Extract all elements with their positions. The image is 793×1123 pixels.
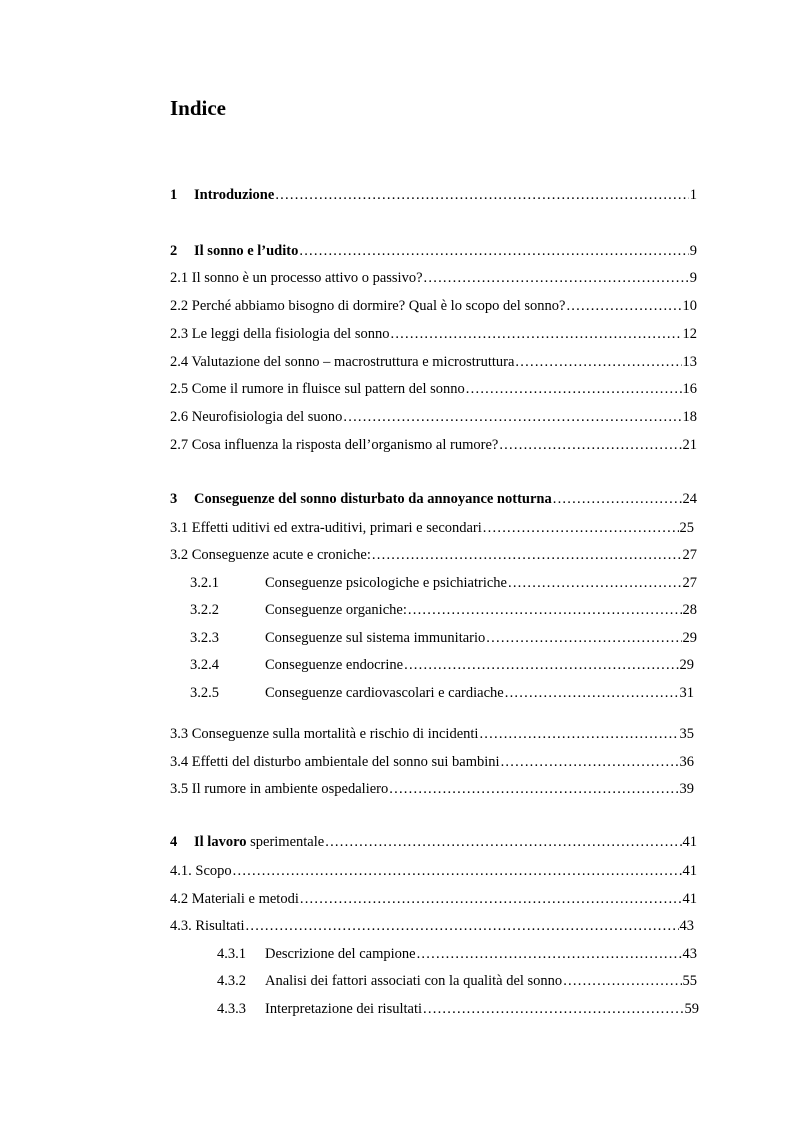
toc-entry-number: 4 — [170, 834, 178, 850]
toc-entry-label — [217, 972, 562, 990]
toc-entry[interactable] — [170, 725, 694, 743]
toc-entry-page-number: 55 — [682, 973, 697, 989]
dot-leader — [408, 601, 682, 619]
toc-entry-number: 2 — [170, 243, 178, 259]
toc-entry[interactable] — [190, 656, 694, 674]
toc-entry-label — [170, 408, 342, 426]
toc-entry-number: 3.2.4 — [190, 657, 219, 673]
toc-entry[interactable] — [170, 546, 697, 564]
dot-leader — [483, 519, 679, 537]
dot-leader — [479, 725, 678, 743]
toc-entry[interactable] — [170, 862, 697, 880]
toc-entry-page-number: 43 — [679, 918, 694, 934]
toc-entry-title: sperimentale — [246, 834, 325, 850]
toc-entry-title: 3.1 Effetti uditivi ed extra-uditivi, primari e secondari — [170, 520, 482, 536]
dot-leader — [404, 656, 678, 674]
toc-entry[interactable] — [170, 833, 697, 851]
toc-entry[interactable] — [170, 780, 694, 798]
toc-entry-label — [170, 917, 245, 935]
toc-entry[interactable] — [170, 297, 697, 315]
toc-entry-title-bold: Il lavoro — [194, 834, 247, 850]
toc-entry-title: Analisi dei fattori associati con la qualità del sonno — [265, 973, 563, 989]
toc-entry-title: 3.2 Conseguenze acute e croniche: — [170, 547, 371, 563]
toc-entry-page-number: 21 — [682, 437, 697, 453]
toc-entry-page-number: 18 — [682, 409, 697, 425]
toc-entry[interactable] — [170, 436, 697, 454]
toc-entry-label — [217, 945, 416, 963]
dot-leader — [466, 380, 682, 398]
toc-entry-label — [170, 862, 232, 880]
toc-entry[interactable] — [170, 269, 697, 287]
toc-entry-label — [170, 269, 423, 287]
dot-leader — [390, 325, 681, 343]
toc-entry-page-number: 1 — [689, 187, 697, 203]
toc-entry-number: 3.2.2 — [190, 602, 219, 618]
toc-entry-page-number: 27 — [682, 575, 697, 591]
toc-entry-title: 2.7 Cosa influenza la risposta dell’organismo al rumore? — [170, 437, 499, 453]
toc-entry-label — [170, 519, 482, 537]
toc-entry-page-number: 41 — [682, 834, 697, 850]
dot-leader — [343, 408, 681, 426]
dot-leader — [566, 297, 681, 315]
toc-entry-label — [170, 546, 371, 564]
toc-entry[interactable] — [170, 753, 694, 771]
toc-entry-page-number: 29 — [679, 657, 694, 673]
toc-entry[interactable] — [190, 601, 697, 619]
toc-entry-label — [190, 684, 504, 702]
toc-entry-number: 3.2.1 — [190, 575, 219, 591]
dot-leader — [501, 753, 679, 771]
dot-leader — [233, 862, 682, 880]
toc-entry-number: 4.3.3 — [217, 1001, 246, 1017]
toc-entry[interactable] — [190, 574, 697, 592]
toc-entry-title: 4.2 Materiali e metodi — [170, 891, 299, 907]
toc-entry-page-number: 36 — [679, 754, 694, 770]
dot-leader — [299, 242, 688, 260]
toc-entry-number: 4.3.1 — [217, 946, 246, 962]
dot-leader — [486, 629, 681, 647]
toc-entry-page-number: 41 — [682, 891, 697, 907]
toc-entry[interactable] — [170, 380, 697, 398]
dot-leader — [505, 684, 679, 702]
toc-entry-label — [170, 780, 388, 798]
toc-entry-title: Conseguenze psicologiche e psichiatriche — [265, 575, 507, 591]
dot-leader — [553, 490, 682, 508]
toc-entry[interactable] — [170, 490, 697, 508]
toc-entry[interactable] — [170, 325, 697, 343]
dot-leader — [275, 186, 688, 204]
toc-entry-page-number: 16 — [682, 381, 697, 397]
toc-entry-label — [170, 490, 552, 508]
toc-entry[interactable] — [170, 242, 697, 260]
toc-entry-page-number: 31 — [679, 685, 694, 701]
toc-entry-label — [170, 242, 298, 260]
toc-entry-page-number: 13 — [682, 354, 697, 370]
toc-entry-page-number: 39 — [679, 781, 694, 797]
toc-entry-label — [170, 325, 389, 343]
toc-entry-label — [170, 725, 478, 743]
toc-entry-page-number: 25 — [679, 520, 694, 536]
dot-leader — [372, 546, 682, 564]
toc-entry[interactable] — [170, 353, 697, 371]
toc-entry-label — [190, 574, 507, 592]
toc-entry[interactable] — [217, 945, 697, 963]
toc-entry-label — [170, 380, 465, 398]
toc-entry-number: 3.2.5 — [190, 685, 219, 701]
toc-entry-label — [170, 186, 274, 204]
toc-entry-page-number: 59 — [684, 1001, 699, 1017]
toc-entry-title: Conseguenze cardiovascolari e cardiache — [265, 685, 504, 701]
toc-entry[interactable] — [170, 408, 697, 426]
page-title: Indice — [170, 96, 227, 120]
dot-leader — [563, 972, 681, 990]
toc-entry-page-number: 35 — [679, 726, 694, 742]
toc-entry[interactable] — [190, 629, 697, 647]
toc-entry-title: 2.3 Le leggi della fisiologia del sonno — [170, 326, 390, 342]
toc-entry-title: Conseguenze organiche: — [265, 602, 407, 618]
toc-entry[interactable] — [217, 972, 697, 990]
toc-entry-title: 2.4 Valutazione del sonno – macrostruttura e microstruttura — [170, 354, 515, 370]
toc-entry-title: Conseguenze endocrine — [265, 657, 404, 673]
toc-entry-title: Conseguenze sul sistema immunitario — [265, 630, 486, 646]
dot-leader — [246, 917, 679, 935]
dot-leader — [515, 353, 681, 371]
toc-entry-page-number: 28 — [682, 602, 697, 618]
toc-entry-title-bold: Il sonno e l’udito — [194, 243, 299, 259]
toc-entry-title: 2.6 Neurofisiologia del suono — [170, 409, 343, 425]
toc-entry-page-number: 43 — [682, 946, 697, 962]
dot-leader — [389, 780, 678, 798]
toc-entry-title-bold: Conseguenze del sonno disturbato da annoyance notturna — [194, 491, 552, 507]
toc-entry[interactable] — [170, 186, 697, 204]
dot-leader — [508, 574, 682, 592]
toc-entry-title: 3.3 Conseguenze sulla mortalità e rischio di incidenti — [170, 726, 479, 742]
toc-entry-title: 3.4 Effetti del disturbo ambientale del sonno sui bambini — [170, 754, 500, 770]
toc-entry[interactable] — [170, 917, 694, 935]
toc-entry-page-number: 41 — [682, 863, 697, 879]
toc-entry-label — [170, 833, 324, 851]
toc-entry-number: 3 — [170, 491, 178, 507]
toc-entry-title: 3.5 Il rumore in ambiente ospedaliero — [170, 781, 389, 797]
toc-entry-page-number: 9 — [689, 270, 697, 286]
toc-entry-title: 2.1 Il sonno è un processo attivo o passivo? — [170, 270, 423, 286]
toc-entry[interactable] — [217, 1000, 699, 1018]
toc-entry[interactable] — [170, 890, 697, 908]
toc-entry-label — [190, 629, 485, 647]
toc-entry-page-number: 9 — [689, 243, 697, 259]
toc-entry-page-number: 24 — [682, 491, 697, 507]
toc-entry-title: 4.1. Scopo — [170, 863, 232, 879]
toc-entry-page-number: 27 — [682, 547, 697, 563]
toc-entry-label — [170, 353, 514, 371]
toc-entry-number: 3.2.3 — [190, 630, 219, 646]
toc-entry-title: 4.3. Risultati — [170, 918, 245, 934]
toc-entry-number: 4.3.2 — [217, 973, 246, 989]
toc-entry-page-number: 29 — [682, 630, 697, 646]
dot-leader — [300, 890, 682, 908]
toc-entry-title: 2.5 Come il rumore in fluisce sul pattern del sonno — [170, 381, 465, 397]
toc-entry-label — [217, 1000, 422, 1018]
toc-entry-page-number: 12 — [682, 326, 697, 342]
dot-leader — [499, 436, 681, 454]
toc-entry-page-number: 10 — [682, 298, 697, 314]
dot-leader — [424, 269, 689, 287]
toc-entry-number: 1 — [170, 187, 178, 203]
dot-leader — [325, 833, 681, 851]
toc-entry[interactable] — [170, 519, 694, 537]
toc-entry-title: Interpretazione dei risultati — [265, 1001, 423, 1017]
dot-leader — [417, 945, 682, 963]
toc-entry-label — [190, 656, 403, 674]
toc-entry-label — [170, 753, 500, 771]
toc-entry-label — [170, 890, 299, 908]
toc-entry-label — [170, 297, 565, 315]
toc-entry-label — [170, 436, 498, 454]
toc-entry-title: 2.2 Perché abbiamo bisogno di dormire? Qual è lo scopo del sonno? — [170, 298, 566, 314]
toc-entry[interactable] — [190, 684, 694, 702]
toc-entry-title-bold: Introduzione — [194, 187, 275, 203]
toc-entry-title: Descrizione del campione — [265, 946, 416, 962]
dot-leader — [423, 1000, 683, 1018]
toc-entry-label — [190, 601, 407, 619]
